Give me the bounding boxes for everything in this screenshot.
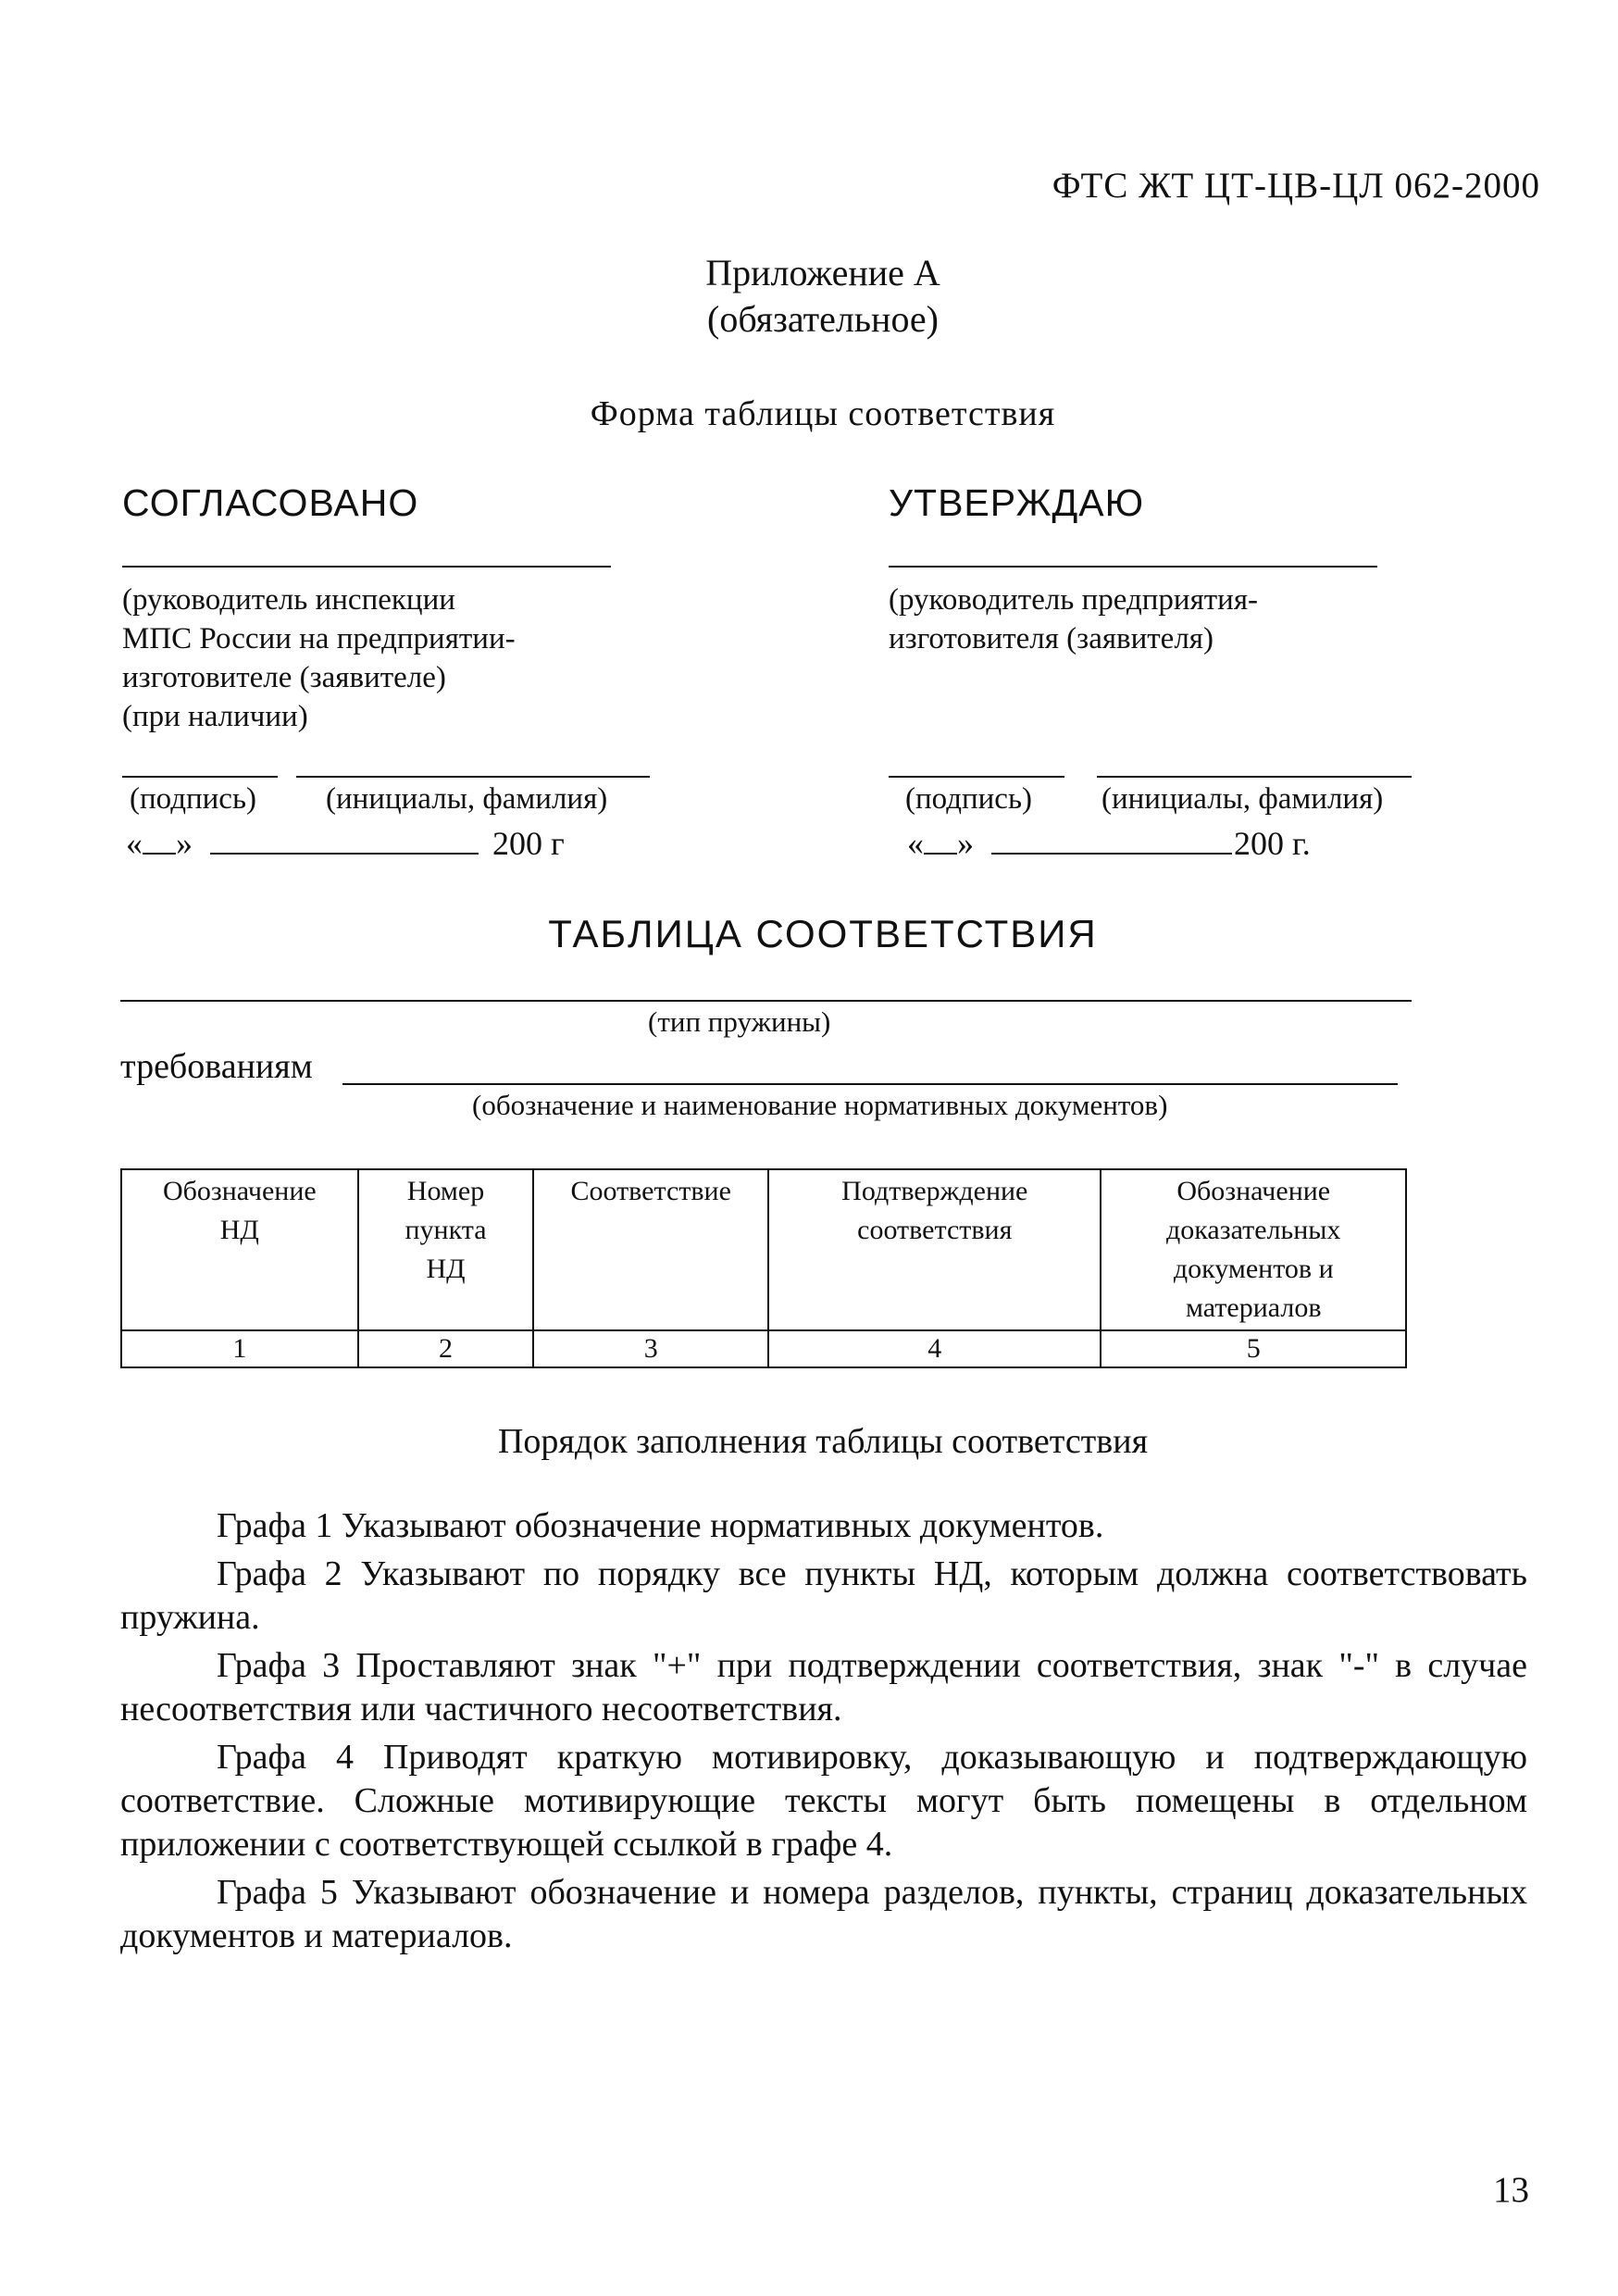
month-blank	[991, 853, 1232, 855]
approved-position-line	[889, 566, 1377, 568]
appendix-heading	[0, 250, 1618, 343]
approved-signature-label: (подпись)	[905, 782, 1032, 816]
approved-position-description	[889, 580, 1444, 658]
approved-name-label: (инициалы, фамилия)	[1101, 782, 1384, 816]
approved-heading: УТВЕРЖДАЮ	[889, 481, 1145, 524]
header-line: НД	[219, 1215, 259, 1245]
rule-paragraph: Графа 4 Приводят краткую мотивировку, доказывающую и подтверждающую соответствие. Сложные мотивирующие тексты могут быть помещены в отдельном приложении с соответствующей ссылкой в графе 4.	[120, 1738, 1527, 1864]
quote-close: »	[957, 825, 974, 862]
header-line: пункта	[404, 1215, 487, 1245]
rule-paragraph: Графа 2 Указывают по порядку все пункты НД, которым должна соответствовать пружина.	[120, 1554, 1527, 1637]
agreed-desc-line: (при наличии)	[122, 700, 308, 733]
header-line: соответствия	[857, 1215, 1013, 1245]
header-cell-nd-designation	[121, 1169, 358, 1330]
appendix-title: Приложение А	[705, 252, 940, 293]
rule-paragraph: Графа 5 Указывают обозначение и номера разделов, пункты, страниц доказательных документов и материалов.	[120, 1873, 1527, 1955]
agreed-date	[126, 824, 565, 863]
agreed-name-label: (инициалы, фамилия)	[326, 782, 608, 816]
header-line: Обозначение	[162, 1176, 317, 1206]
column-number: 1	[121, 1330, 358, 1367]
day-blank	[143, 853, 176, 855]
header-cell-confirmation	[768, 1169, 1101, 1330]
rules-list	[120, 1504, 1527, 1963]
rule-paragraph: Графа 1 Указывают обозначение нормативных документов.	[217, 1506, 1104, 1545]
quote-open: «	[907, 825, 924, 862]
agreed-position-line	[122, 566, 611, 568]
agreed-desc-line: МПС России на предприятии-	[122, 622, 516, 655]
agreed-name-line	[296, 776, 650, 778]
rule-paragraph: Графа 3 Проставляют знак "+" при подтверждении соответствия, знак "-" в случае несоответствия или частичного несоответствия.	[120, 1646, 1527, 1728]
column-number: 4	[768, 1330, 1101, 1367]
column-number: 5	[1101, 1330, 1406, 1367]
approved-name-line	[1097, 776, 1412, 778]
header-line: документов и	[1173, 1254, 1334, 1284]
rules-title: Порядок заполнения таблицы соответствия	[497, 1422, 1149, 1461]
approved-year: 200 г.	[1234, 825, 1311, 862]
month-blank	[210, 853, 479, 855]
conformity-table	[120, 1168, 1407, 1368]
form-title: Форма таблицы соответствия	[590, 394, 1056, 433]
nd-hint: (обозначение и наименование нормативных документов)	[472, 1089, 1168, 1121]
document-code: ФТС ЖТ ЦТ-ЦВ-ЦЛ 062-2000	[1052, 166, 1540, 206]
day-blank	[924, 853, 957, 855]
approved-desc-line: изготовителя (заявителя)	[889, 622, 1214, 655]
page-number: 13	[1493, 2170, 1529, 2210]
header-cell-evidence-documents	[1101, 1169, 1406, 1330]
column-number: 2	[358, 1330, 534, 1367]
agreed-heading: СОГЛАСОВАНО	[122, 481, 419, 524]
header-line: Подтверждение	[841, 1176, 1028, 1206]
table-title: ТАБЛИЦА СООТВЕТСТВИЯ	[548, 912, 1098, 955]
quote-close: »	[176, 825, 193, 862]
appendix-status: (обязательное)	[707, 298, 939, 340]
header-line: материалов	[1185, 1292, 1322, 1323]
approval-block-agreed	[122, 481, 659, 736]
agreed-desc-line: изготовителе (заявителе)	[122, 661, 446, 694]
agreed-signature-label: (подпись)	[130, 782, 256, 816]
spring-type-line	[120, 1000, 1412, 1002]
approved-signature-line	[889, 776, 1064, 778]
agreed-position-description	[122, 580, 659, 736]
requirements-label: требованиям	[120, 1047, 313, 1086]
table-number-row	[121, 1330, 1406, 1367]
column-number: 3	[533, 1330, 768, 1367]
approved-date	[907, 824, 1311, 863]
header-line: доказательных	[1166, 1215, 1341, 1245]
requirements-line	[342, 1083, 1398, 1085]
header-line: Номер	[406, 1176, 485, 1206]
header-cell-clause-number	[358, 1169, 534, 1330]
spring-type-hint: (тип пружины)	[648, 1005, 831, 1038]
header-line: Обозначение	[1176, 1176, 1331, 1206]
header-line: Соответствие	[570, 1176, 731, 1206]
agreed-signature-line	[122, 776, 278, 778]
header-line: НД	[426, 1254, 466, 1284]
header-cell-conformity	[533, 1169, 768, 1330]
table-header-row	[121, 1169, 1406, 1330]
approval-block-approved	[889, 481, 1444, 658]
quote-open: «	[126, 825, 143, 862]
agreed-year: 200 г	[492, 825, 565, 862]
approved-desc-line: (руководитель предприятия-	[889, 583, 1259, 617]
agreed-desc-line: (руководитель инспекции	[122, 583, 455, 617]
